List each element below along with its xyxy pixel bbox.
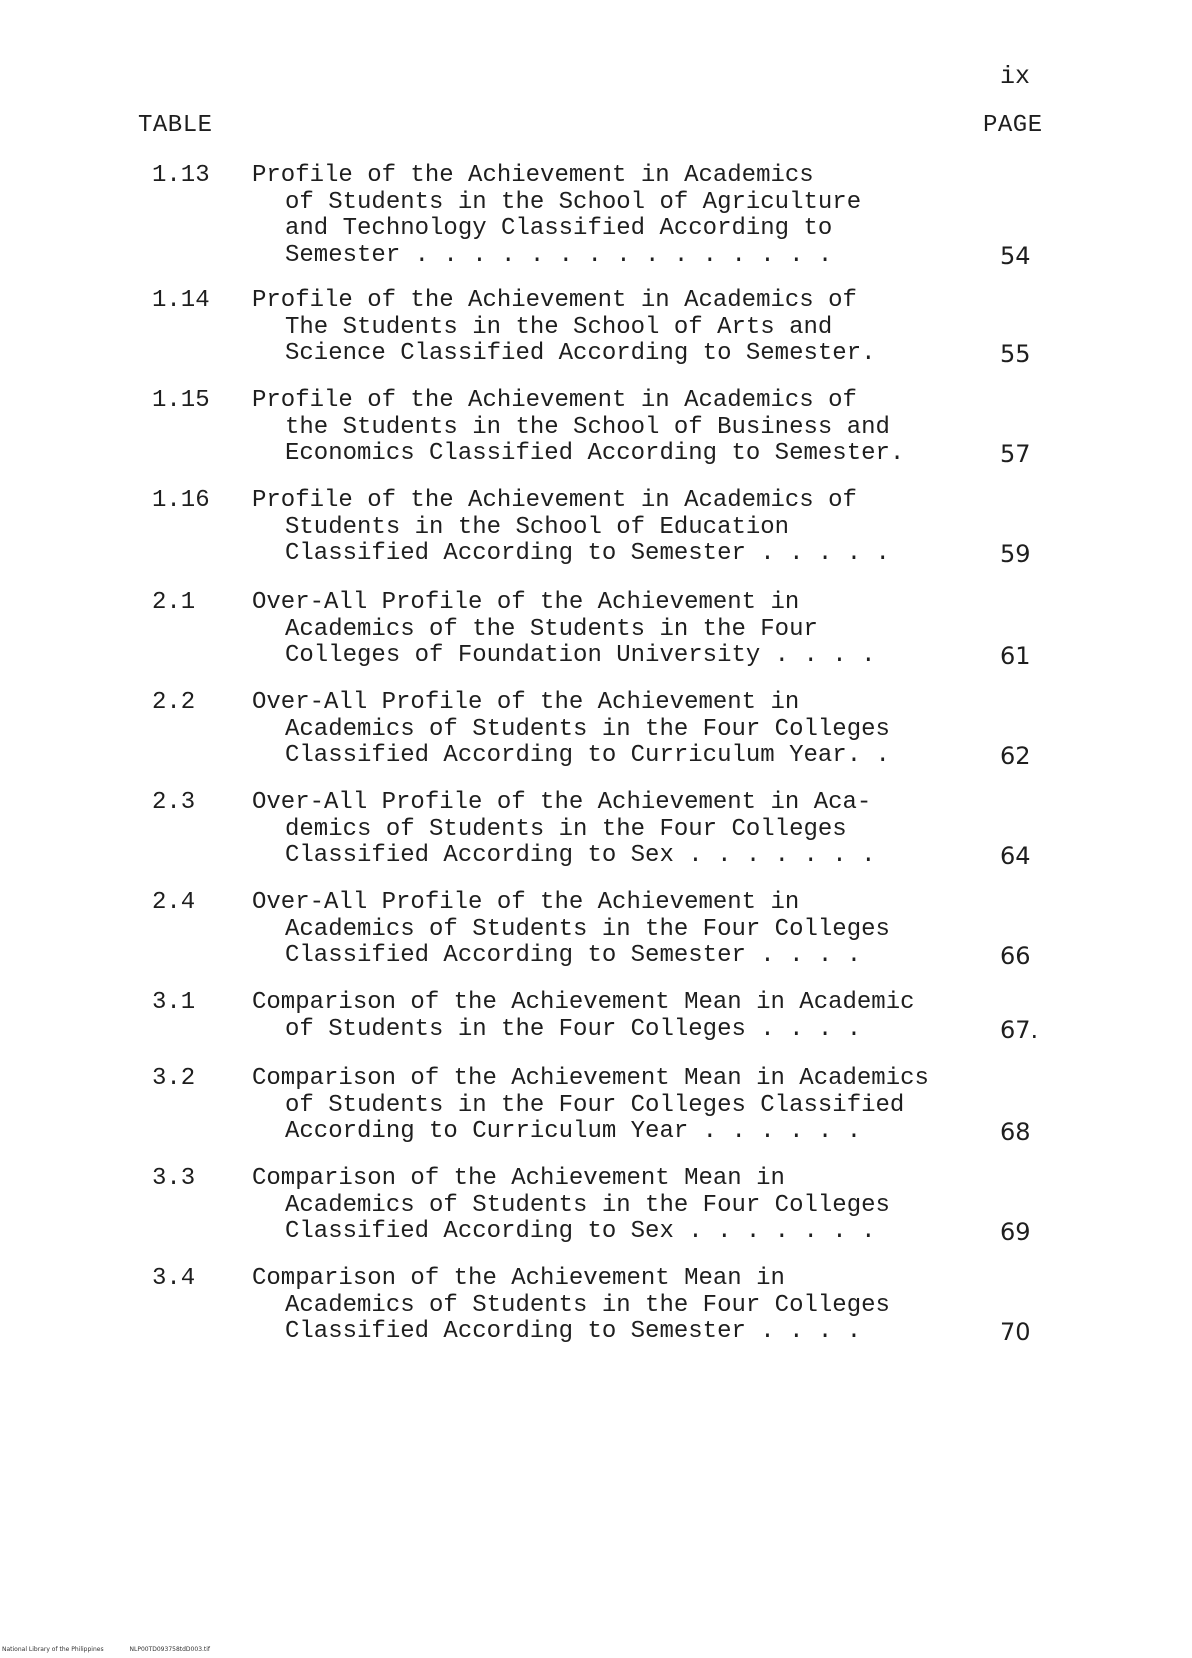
entry-page-number: 55	[1000, 340, 1031, 368]
entry-title-line: Academics of Students in the Four Colleges	[285, 1291, 890, 1319]
entry-title-line: of Students in the Four Colleges Classified	[285, 1091, 905, 1119]
entry-number: 3.3	[152, 1165, 196, 1192]
entry-page-number: 59	[1000, 540, 1031, 568]
entry-title-line: Academics of Students in the Four Colleges	[285, 1191, 890, 1219]
entry-title-line: Classified According to Curriculum Year. .	[285, 742, 890, 769]
table-column-header: TABLE	[138, 112, 213, 139]
footer-source: National Library of the Philippines	[2, 1646, 104, 1653]
entry-number: 1.15	[152, 387, 210, 414]
entry-page-number: 61	[1000, 642, 1031, 670]
entry-number: 1.14	[152, 287, 210, 314]
entry-title	[252, 1266, 1012, 1346]
entry-title	[252, 890, 1012, 970]
entry-title-line: Classified According to Semester . . . .	[285, 1318, 862, 1345]
entry-title-line: Comparison of the Achievement Mean in	[252, 1265, 785, 1292]
entry-title-line: Profile of the Achievement in Academics of	[252, 487, 857, 514]
entry-page-number: 57	[1000, 440, 1031, 468]
entry-page-number: 64	[1000, 842, 1031, 870]
entry-page-number: 62	[1000, 742, 1031, 770]
entry-title-line: Classified According to Sex . . . . . . .	[285, 1218, 876, 1245]
entry-title-line: Academics of Students in the Four Colleges	[285, 915, 890, 943]
entry-title-line: Comparison of the Achievement Mean in Academic	[252, 989, 915, 1016]
entry-number: 3.1	[152, 989, 196, 1016]
entry-title	[252, 990, 1012, 1043]
entry-title-line: of Students in the School of Agriculture	[285, 188, 862, 216]
entry-page-number: 54	[1000, 241, 1031, 270]
entry-number: 3.4	[152, 1265, 196, 1292]
entry-title-line: Profile of the Achievement in Academics	[252, 162, 814, 189]
entry-title	[252, 690, 1012, 770]
entry-number: 3.2	[152, 1065, 196, 1092]
entry-title	[252, 590, 1012, 670]
entry-title-line: Comparison of the Achievement Mean in	[252, 1165, 785, 1192]
entry-page-number: 66	[1000, 942, 1031, 970]
entry-title	[252, 388, 1012, 468]
entry-title-line: Academics of Students in the Four Colleges	[285, 715, 890, 743]
entry-title-line: Economics Classified According to Semester.	[285, 440, 905, 467]
entry-title-line: Comparison of the Achievement Mean in Academics	[252, 1065, 929, 1092]
entry-title-line: Science Classified According to Semester.	[285, 340, 876, 367]
entry-title-line: Profile of the Achievement in Academics of	[252, 387, 857, 414]
entry-number: 2.2	[152, 689, 196, 716]
entry-title	[252, 1066, 1012, 1146]
entry-number: 1.16	[152, 487, 210, 514]
entry-title-line: Students in the School of Education	[285, 513, 790, 541]
entry-title-line: Over-All Profile of the Achievement in	[252, 889, 800, 916]
entry-title-line: Classified According to Semester . . . . .	[285, 540, 890, 567]
page-number: ix	[1000, 62, 1031, 91]
entry-title-line: Colleges of Foundation University . . . .	[285, 642, 876, 669]
entry-title-line: Over-All Profile of the Achievement in Aca-	[252, 789, 872, 816]
entry-title-line: of Students in the Four Colleges . . . .	[285, 1015, 862, 1043]
page-column-header: PAGE	[983, 112, 1043, 139]
entry-title-line: and Technology Classified According to	[285, 215, 833, 242]
entry-page-number: 67.	[1000, 1015, 1039, 1044]
entry-title-line: The Students in the School of Arts and	[285, 313, 833, 341]
entry-title-line: Classified According to Semester . . . .	[285, 942, 862, 969]
entry-number: 1.13	[152, 162, 210, 189]
entry-title	[252, 488, 1012, 568]
entry-number: 2.3	[152, 789, 196, 816]
footer-file-id: NLP00TD093758tdD003.tif	[129, 1646, 211, 1653]
scan-footer	[2, 1646, 210, 1653]
entry-title	[252, 288, 1012, 368]
entry-title-line: Profile of the Achievement in Academics of	[252, 287, 857, 314]
entry-title-line: Over-All Profile of the Achievement in	[252, 689, 800, 716]
entry-page-number: 70	[1000, 1318, 1031, 1346]
entry-title-line: Classified According to Sex . . . . . . .	[285, 842, 876, 869]
entry-title-line: demics of Students in the Four Colleges	[285, 815, 847, 843]
entry-number: 2.1	[152, 589, 196, 616]
entry-title	[252, 163, 1012, 269]
entry-title-line: Semester . . . . . . . . . . . . . . .	[285, 241, 833, 269]
entry-title	[252, 1166, 1012, 1246]
entry-title	[252, 790, 1012, 870]
entry-title-line: the Students in the School of Business and	[285, 413, 890, 441]
entry-page-number: 69	[1000, 1218, 1031, 1246]
entry-title-line: Over-All Profile of the Achievement in	[252, 589, 800, 616]
entry-title-line: Academics of the Students in the Four	[285, 615, 818, 643]
entry-page-number: 68	[1000, 1118, 1031, 1146]
entry-number: 2.4	[152, 889, 196, 916]
entry-title-line: According to Curriculum Year . . . . . .	[285, 1118, 862, 1145]
